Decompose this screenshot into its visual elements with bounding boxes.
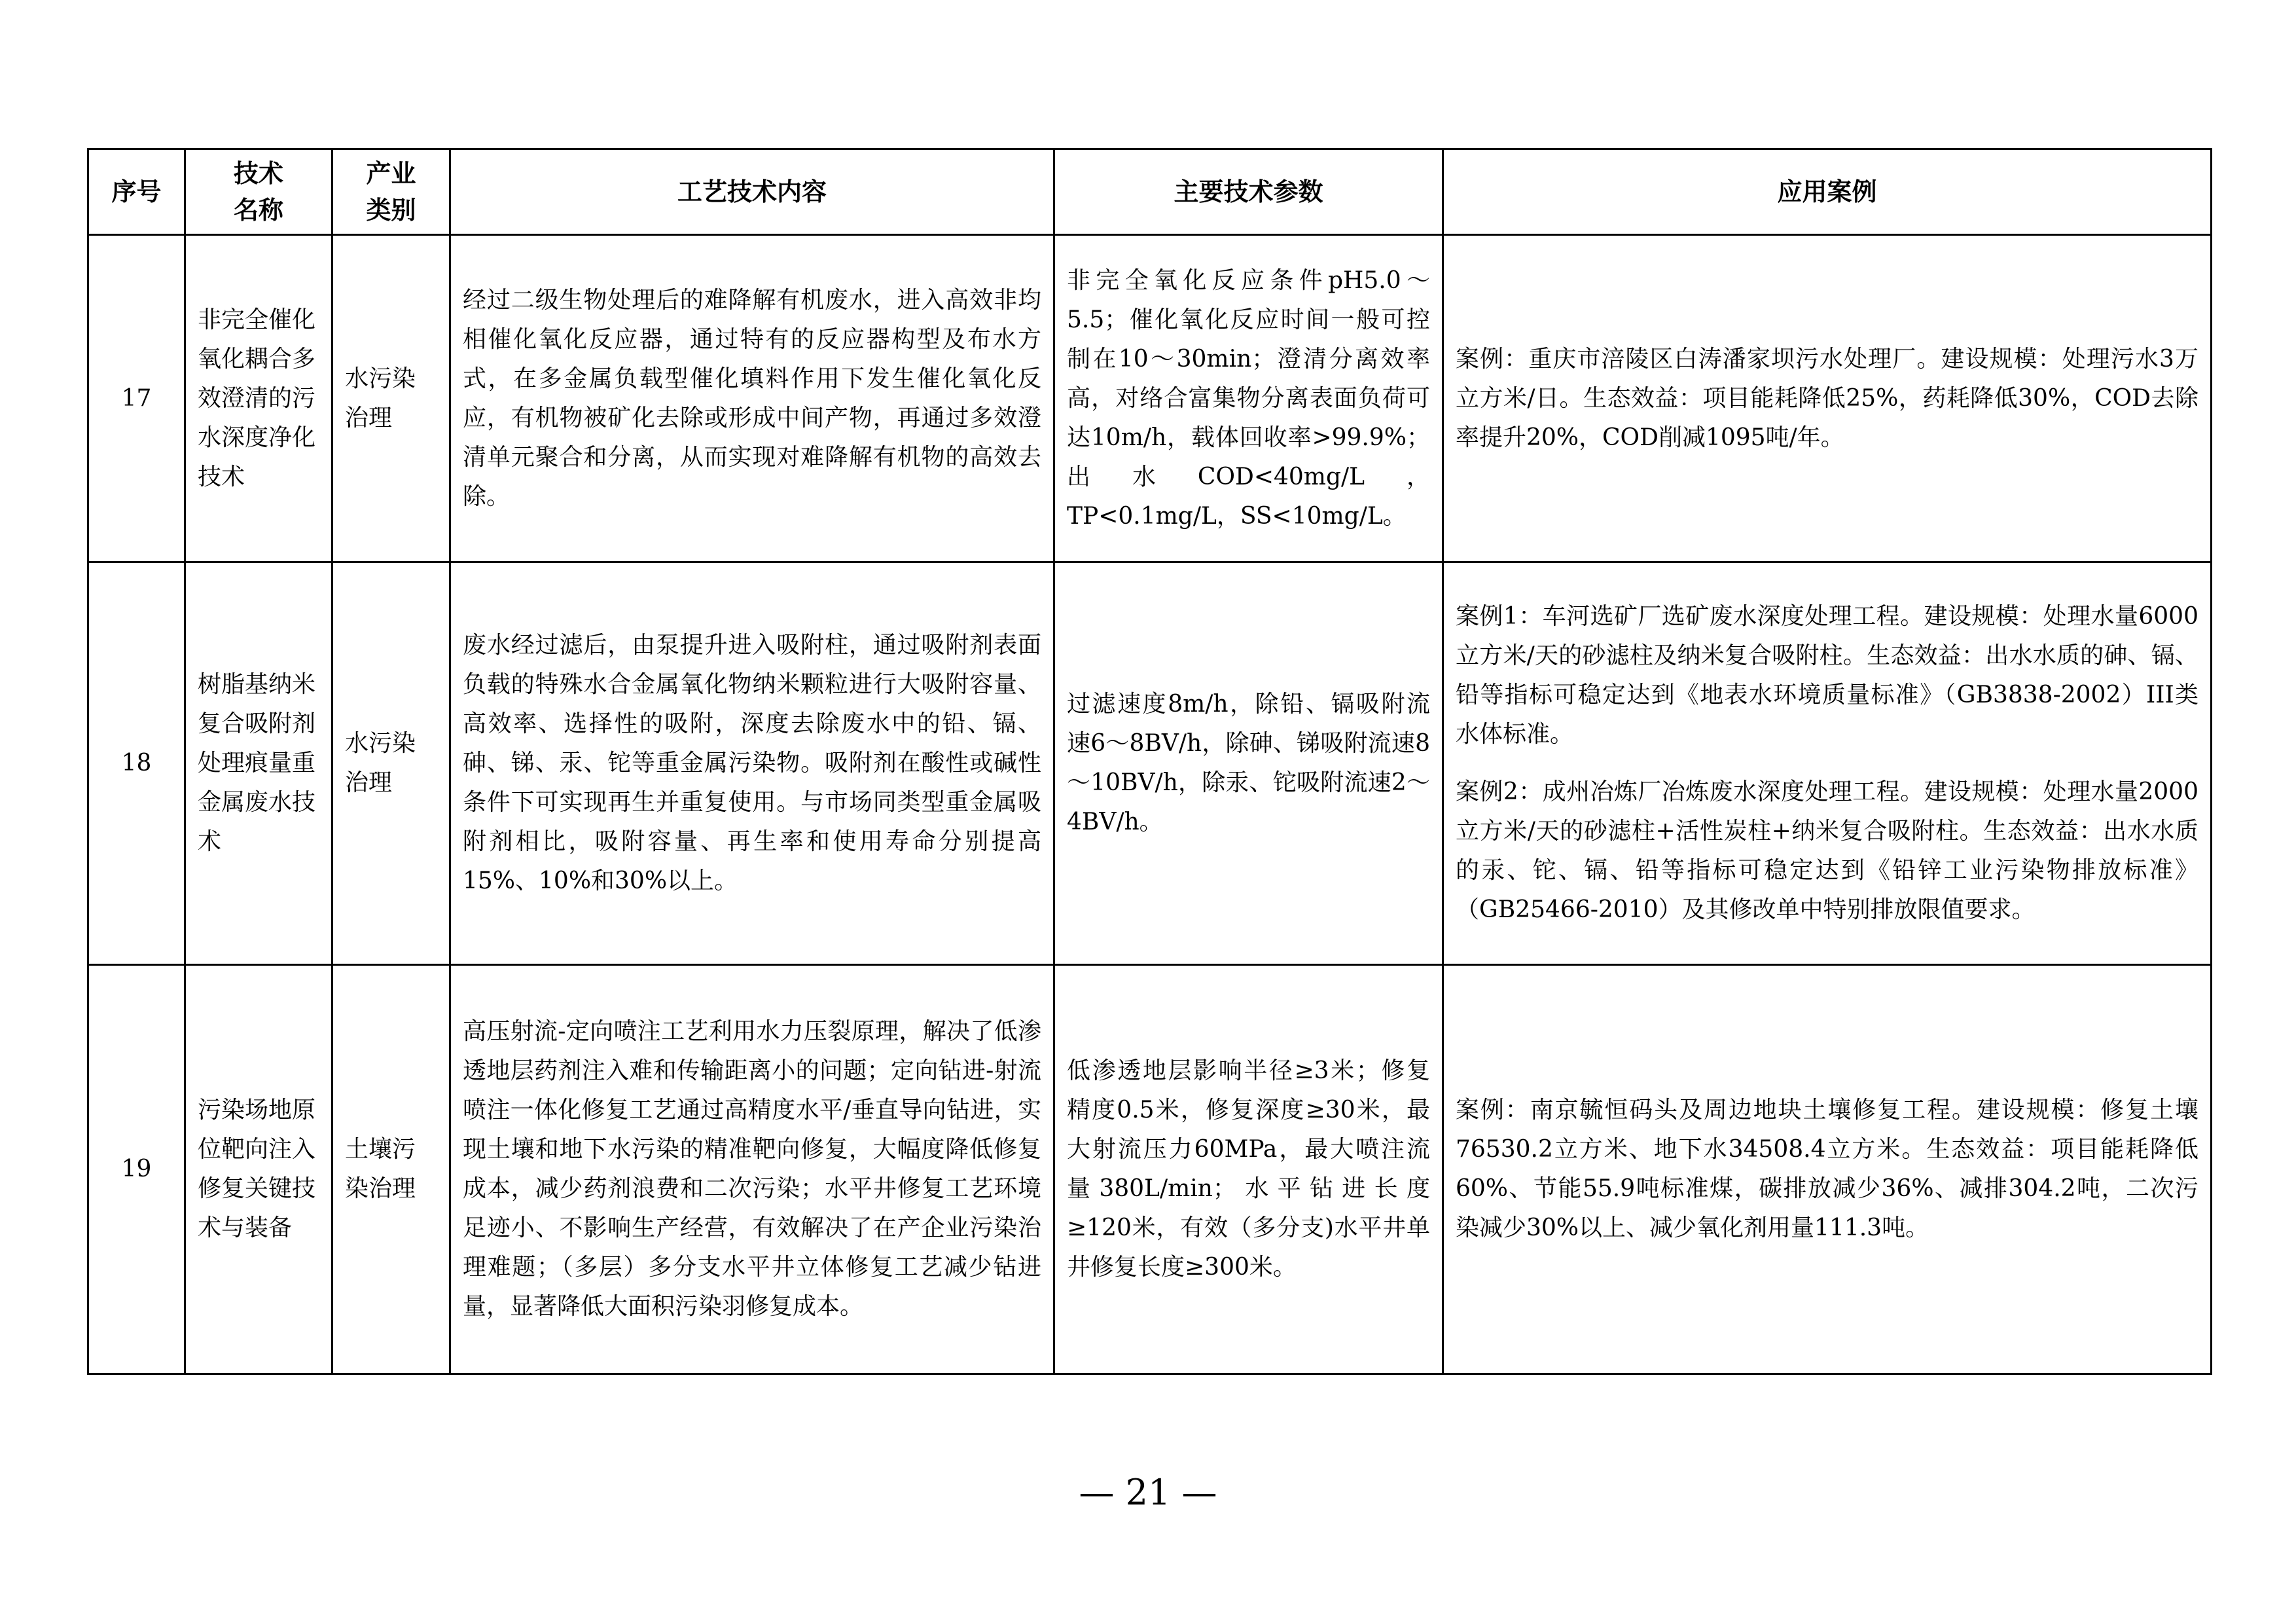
row-no: 18 xyxy=(88,562,185,965)
row-content: 高压射流-定向喷注工艺利用水力压裂原理，解决了低渗透地层药剂注入难和传输距离小的问题；定向钻进-射流喷注一体化修复工艺通过高精度水平/垂直导向钻进，实现土壤和地下水污染的精准靶向修复，大幅度降低修复成本，减少药剂浪费和二次污染；水平井修复工艺环境足迹小、不影响生产经营，有效解决了在产企业污染治理难题；（多层）多分支水平井立体修复工艺减少钻进量，显著降低大面积污染羽修复成本。 xyxy=(450,965,1054,1374)
table-header-row xyxy=(88,149,2212,235)
row-params: 非完全氧化反应条件pH5.0～5.5；催化氧化反应时间一般可控制在10～30min；澄清分离效率高，对络合富集物分离表面负荷可达10m/h，载体回收率>99.9%；出水COD<40mg/L，TP<0.1mg/L，SS<10mg/L。 xyxy=(1054,235,1443,562)
row-category: 土壤污染治理 xyxy=(332,965,450,1374)
header-category: 产业 类别 xyxy=(332,149,450,235)
header-name: 技术 名称 xyxy=(185,149,332,235)
header-cases: 应用案例 xyxy=(1443,149,2212,235)
table-row xyxy=(88,562,2212,965)
row-category: 水污染治理 xyxy=(332,235,450,562)
row-content: 经过二级生物处理后的难降解有机废水，进入高效非均相催化氧化反应器，通过特有的反应器构型及布水方式，在多金属负载型催化填料作用下发生催化氧化反应，有机物被矿化去除或形成中间产物，再通过多效澄清单元聚合和分离，从而实现对难降解有机物的高效去除。 xyxy=(450,235,1054,562)
table-row xyxy=(88,965,2212,1374)
row-no: 19 xyxy=(88,965,185,1374)
header-content: 工艺技术内容 xyxy=(450,149,1054,235)
row-category: 水污染治理 xyxy=(332,562,450,965)
header-params: 主要技术参数 xyxy=(1054,149,1443,235)
row-no: 17 xyxy=(88,235,185,562)
row-tech-name: 污染场地原位靶向注入修复关键技术与装备 xyxy=(185,965,332,1374)
row-cases xyxy=(1443,562,2212,965)
case-text: 案例2：成州冶炼厂冶炼废水深度处理工程。建设规模：处理水量2000立方米/天的砂滤柱+活性炭柱+纳米复合吸附柱。生态效益：出水水质的汞、铊、镉、铅等指标可稳定达到《铅锌工业污染物排放标准》（GB25466-2010）及其修改单中特别排放限值要求。 xyxy=(1456,778,2198,923)
row-params: 过滤速度8m/h，除铅、镉吸附流速6～8BV/h，除砷、锑吸附流速8～10BV/h，除汞、铊吸附流速2～4BV/h。 xyxy=(1054,562,1443,965)
table-row xyxy=(88,235,2212,562)
case-text: 案例1：车河选矿厂选矿废水深度处理工程。建设规模：处理水量6000立方米/天的砂滤柱及纳米复合吸附柱。生态效益：出水水质的砷、镉、铅等指标可稳定达到《地表水环境质量标准》（GB3838-2002）III类水体标准。 xyxy=(1456,603,2198,748)
row-tech-name: 非完全催化氧化耦合多效澄清的污水深度净化技术 xyxy=(185,235,332,562)
header-no: 序号 xyxy=(88,149,185,235)
row-content: 废水经过滤后，由泵提升进入吸附柱，通过吸附剂表面负载的特殊水合金属氧化物纳米颗粒进行大吸附容量、高效率、选择性的吸附，深度去除废水中的铅、镉、砷、锑、汞、铊等重金属污染物。吸附剂在酸性或碱性条件下可实现再生并重复使用。与市场同类型重金属吸附剂相比，吸附容量、再生率和使用寿命分别提高15%、10%和30%以上。 xyxy=(450,562,1054,965)
row-cases xyxy=(1443,235,2212,562)
case-text: 案例：南京毓恒码头及周边地块土壤修复工程。建设规模：修复土壤76530.2立方米、地下水34508.4立方米。生态效益：项目能耗降低60%、节能55.9吨标准煤，碳排放减少36%、减排304.2吨，二次污染减少30%以上、减少氧化剂用量111.3吨。 xyxy=(1456,1097,2198,1241)
row-cases xyxy=(1443,965,2212,1374)
case-text: 案例：重庆市涪陵区白涛潘家坝污水处理厂。建设规模：处理污水3万立方米/日。生态效益：项目能耗降低25%，药耗降低30%，COD去除率提升20%，COD削减1095吨/年。 xyxy=(1456,345,2198,451)
row-params: 低渗透地层影响半径≥3米；修复精度0.5米，修复深度≥30米，最大射流压力60MPa，最大喷注流量380L/min；水平钻进长度≥120米，有效（多分支)水平井单井修复长度≥300米。 xyxy=(1054,965,1443,1374)
technology-table xyxy=(87,148,2212,1375)
row-tech-name: 树脂基纳米复合吸附剂处理痕量重金属废水技术 xyxy=(185,562,332,965)
page-number: — 21 — xyxy=(1079,1472,1217,1513)
